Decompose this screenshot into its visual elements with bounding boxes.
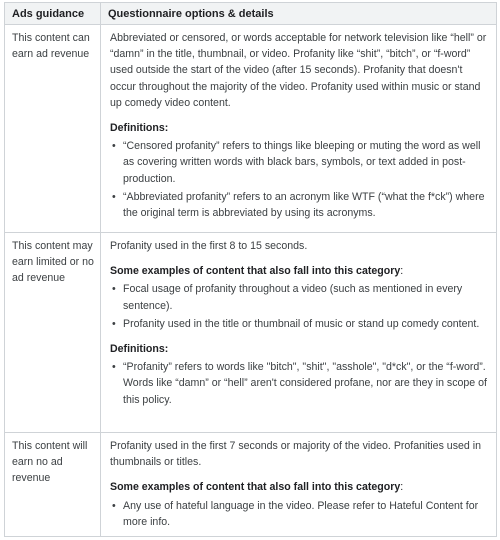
row-intro: Abbreviated or censored, or words acceptable for network television like “hell” or “damn” in the title, thumbnail, or video. Profanity like “shit”, “bitch”, or “f-word” used outside the start of the video (after 15 seconds). Profanity that doesn't occur throughout the majority of the video. Profanity used within music or stand up comedy video content. — [110, 32, 487, 109]
definitions-heading: Definitions: — [110, 343, 169, 356]
bullet-icon: • — [112, 317, 116, 330]
list-item — [110, 498, 488, 530]
row-intro: Profanity used in the first 8 to 15 seconds. — [110, 240, 308, 252]
bullet-icon: • — [112, 361, 116, 374]
examples-list — [110, 281, 488, 332]
row-intro: Profanity used in the first 7 seconds or majority of the video. Profanities used in thumbnails or titles. — [110, 440, 481, 469]
list-item — [110, 189, 488, 221]
examples-heading-colon: : — [400, 265, 404, 278]
list-item-text: “Abbreviated profanity” refers to an acronym like WTF (“what the f*ck”) where the original term is abbreviated by using its acronyms. — [123, 190, 485, 220]
row-details-may-earn-limited — [101, 233, 497, 433]
examples-heading — [110, 263, 488, 279]
row-details-can-earn — [101, 25, 497, 233]
list-item — [110, 281, 488, 313]
table-row — [5, 433, 497, 537]
list-item — [110, 138, 488, 187]
definitions-list — [110, 138, 488, 221]
bullet-icon: • — [112, 283, 116, 296]
list-item — [110, 316, 488, 332]
ads-guidance-table — [4, 2, 497, 537]
header-questionnaire-options: Questionnaire options & details — [101, 3, 497, 25]
examples-heading-text: Some examples of content that also fall into this category — [110, 265, 401, 278]
bullet-icon: • — [112, 499, 116, 512]
definitions-heading: Definitions: — [110, 122, 169, 135]
bullet-icon: • — [112, 140, 116, 153]
definitions-list — [110, 359, 488, 408]
row-details-no-ad-revenue — [101, 433, 497, 537]
list-item-text: Profanity used in the title or thumbnail of music or stand up comedy content. — [123, 317, 480, 330]
table-row — [5, 25, 497, 233]
examples-list — [110, 498, 488, 530]
header-ads-guidance: Ads guidance — [5, 3, 101, 25]
row-label-no-ad-revenue: This content will earn no ad revenue — [5, 433, 101, 537]
list-item-text: Focal usage of profanity throughout a video (such as mentioned in every sentence). — [123, 283, 463, 312]
table-row — [5, 233, 497, 433]
table-header-row — [5, 3, 497, 25]
list-item-text: “Censored profanity” refers to things like bleeping or muting the word as well as covering written words with black bars, symbols, or text added in post-production. — [123, 140, 481, 185]
list-item-text: Any use of hateful language in the video. Please refer to Hateful Content for more info. — [123, 499, 479, 528]
row-label-can-earn: This content can earn ad revenue — [5, 25, 101, 233]
bullet-icon: • — [112, 190, 116, 203]
examples-heading-text: Some examples of content that also fall into this category — [110, 481, 401, 494]
list-item-text: “Profanity” refers to words like "bitch", "shit", "asshole", "d*ck", or the “f-word”. Words like “damn” or “hell” aren't considered profane, nor are they in scope of this policy. — [123, 361, 487, 406]
list-item — [110, 359, 488, 408]
examples-heading — [110, 479, 488, 495]
examples-heading-colon: : — [400, 481, 404, 494]
row-label-may-earn-limited: This content may earn limited or no ad revenue — [5, 233, 101, 433]
